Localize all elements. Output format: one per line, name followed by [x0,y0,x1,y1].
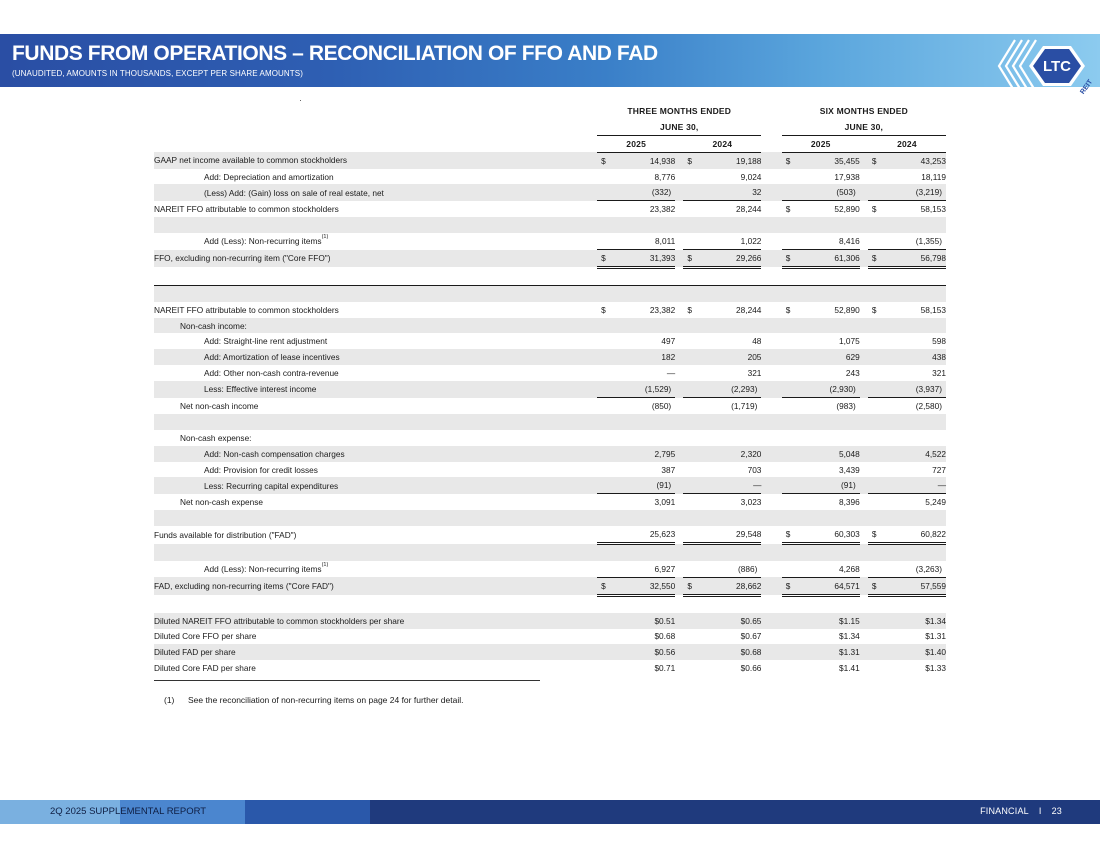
currency-sign: $ [871,155,877,166]
spacer-row [154,595,946,612]
cell-value: 29,266 [736,252,762,263]
cell-value: (850) [651,400,672,411]
cell-value: 1,075 [839,336,860,347]
cell-value: (3,937) [868,381,946,397]
cell-value: 60,303 [834,529,860,540]
cell-value: $1.15 [782,613,860,629]
currency-sign: $ [601,304,606,315]
row-label: Net non-cash expense [180,497,264,508]
table-row [154,494,946,510]
row-label: Diluted Core FFO per share [154,631,257,642]
cell-value: 43,253 [920,155,946,166]
cell-value: 4,268 [782,561,860,577]
spacer-row [154,544,946,561]
row-label: GAAP net income available to common stockholders [154,152,589,168]
cell-value: $0.71 [654,663,676,674]
footnote-text: See the reconciliation of non-recurring items on page 24 for further detail. [188,695,464,705]
table-row [154,381,946,397]
row-label: Net non-cash income [180,400,259,411]
table-row [154,365,946,381]
cell-value: 31,393 [649,252,676,263]
cell-value: 48 [752,336,762,347]
cell-value: 1,022 [683,233,761,249]
currency-sign: $ [871,252,877,263]
cell-value: $1.33 [925,663,946,674]
cell-value: 52,890 [834,204,860,215]
cell-value: 18,119 [921,171,946,182]
page-title: FUNDS FROM OPERATIONS – RECONCILIATION OF FFO AND FAD [12,42,658,65]
cell-value: 56,798 [920,252,946,263]
table-row [154,629,946,645]
cell-value: 8,011 [597,233,675,249]
cell-value: 243 [845,368,860,379]
cell-value: 205 [683,349,761,365]
logo-subtext: REIT [1079,78,1095,96]
table-row [154,169,946,185]
currency-sign: $ [687,155,692,166]
year-header: 2024 [868,135,946,152]
row-label: Add (Less): Non-recurring items [204,564,322,575]
year-header: 2025 [782,135,860,152]
table-row [154,477,946,493]
cell-value: 8,416 [782,233,860,249]
cell-value: 629 [782,349,860,365]
currency-sign: $ [601,252,606,263]
cell-value: 23,382 [649,204,676,215]
cell-value: 58,153 [920,204,946,215]
row-label: (Less) Add: (Gain) loss on sale of real estate, net [154,184,589,200]
page-number: 23 [1051,806,1062,816]
table-row [154,233,946,249]
footer-page-info [980,806,1062,816]
row-label: Less: Effective interest income [154,381,589,397]
table-row [154,561,946,577]
table-row [154,526,946,543]
cell-value: $1.31 [925,631,946,642]
currency-sign: $ [687,580,692,591]
cell-value: 8,396 [839,497,860,508]
cell-value: 727 [932,464,946,475]
footnote [164,695,463,705]
cell-value: 32,550 [649,580,676,591]
table-row [154,333,946,349]
cell-value: (3,263) [868,561,946,577]
cell-value: $0.66 [740,663,762,674]
currency-sign: $ [601,155,606,166]
row-label: NAREIT FFO attributable to common stockholders [154,204,339,215]
header-row-period [154,103,946,119]
cell-value: 387 [661,464,676,475]
table-row [154,644,946,660]
footnote-ref: (1) [321,234,329,241]
cell-value: 497 [661,336,676,347]
cell-value: 321 [932,368,946,379]
table-row [154,660,946,676]
ltc-reit-logo [995,36,1095,96]
cell-value: $0.67 [740,631,762,642]
cell-value: 52,890 [834,304,860,315]
row-label: Add: Depreciation and amortization [204,171,334,182]
table-row [154,430,946,446]
table-row [154,152,946,168]
cell-value: (2,930) [782,381,860,397]
cell-value: (886) [683,561,761,577]
table-row [154,398,946,414]
cell-value: (983) [836,400,856,411]
year-header: 2025 [597,135,675,152]
row-label: Add: Other non-cash contra-revenue [204,368,339,379]
cell-value: — [683,477,761,493]
cell-value: 61,306 [834,252,860,263]
cell-value: (2,293) [683,381,761,397]
cell-value: $0.68 [683,644,761,660]
cell-value: $0.56 [597,644,675,660]
cell-value: (2,580) [915,400,942,411]
cell-value: 5,048 [782,446,860,462]
row-label: Add: Straight-line rent adjustment [204,336,328,347]
currency-sign: $ [687,252,692,263]
cell-value: 28,662 [736,580,762,591]
currency-sign: $ [785,304,791,315]
cell-value: 703 [747,464,762,475]
group-header-six-months: SIX MONTHS ENDED [819,105,908,116]
cell-value: 28,244 [736,204,762,215]
cell-value: $1.34 [868,613,946,629]
table-row [154,462,946,478]
cell-value: (91) [597,477,675,493]
cell-value: — [868,477,946,493]
group-subheader-three-months: JUNE 30, [597,119,761,135]
cell-value: 28,244 [736,304,762,315]
group-header-three-months: THREE MONTHS ENDED [627,105,732,116]
logo-text: LTC [1042,58,1072,75]
table-row [154,318,946,334]
cell-value: 32 [683,184,761,200]
cell-value: (1,529) [597,381,675,397]
cell-value: 2,795 [597,446,675,462]
cell-value: 3,091 [654,497,676,508]
cell-value: 57,559 [920,580,946,591]
cell-value: 182 [597,349,675,365]
spacer-row [154,217,946,233]
row-label: Add: Amortization of lease incentives [154,349,589,365]
currency-sign: $ [871,580,877,591]
cell-value: 8,776 [654,171,676,182]
row-label: Less: Recurring capital expenditures [154,477,589,493]
cell-value: $1.40 [868,644,946,660]
row-label: Funds available for distribution ("FAD") [154,529,297,540]
cell-value: 5,249 [925,497,946,508]
table-row [154,302,946,318]
header-row-years [154,135,946,152]
currency-sign: $ [785,252,791,263]
cell-value: (3,219) [868,184,946,200]
cell-value: 29,548 [683,526,761,543]
stray-dot [300,100,301,101]
year-header: 2024 [683,135,761,152]
currency-sign: $ [785,529,791,540]
row-label: Diluted NAREIT FFO attributable to common stockholders per share [154,613,589,629]
currency-sign: $ [785,155,791,166]
footnote-mark: (1) [164,695,175,705]
row-label: Non-cash expense: [180,432,252,443]
footer-separator: I [1038,806,1042,816]
title-bar [0,34,1100,96]
cell-value: 35,455 [834,155,860,166]
footnote-ref: (1) [321,562,329,569]
cell-value: 17,938 [834,171,860,182]
table-row [154,446,946,462]
row-label: FFO, excluding non-recurring item ("Core FFO") [154,250,589,268]
table-row [154,613,946,629]
table-row [154,349,946,365]
cell-value: (91) [782,477,860,493]
cell-value: 25,623 [597,526,675,543]
footer-bar [0,800,1100,824]
row-label: Diluted Core FAD per share [154,663,256,674]
cell-value: 438 [868,349,946,365]
cell-value: (1,355) [868,233,946,249]
table-row [154,577,946,595]
spacer-row [154,285,946,301]
page-subtitle: (UNAUDITED, AMOUNTS IN THOUSANDS, EXCEPT PER SHARE AMOUNTS) [12,69,303,78]
cell-value: — [666,368,676,379]
report-name: 2Q 2025 SUPPLEMENTAL REPORT [50,806,207,817]
currency-sign: $ [871,529,877,540]
cell-value: 4,522 [868,446,946,462]
cell-value: (332) [597,184,675,200]
spacer-row [154,414,946,430]
cell-value: 321 [747,368,762,379]
cell-value: (503) [782,184,860,200]
cell-value: $0.51 [597,613,675,629]
row-label: Add: Provision for credit losses [204,464,318,475]
row-label: Add: Non-cash compensation charges [154,446,589,462]
table-row [154,201,946,217]
header-row-date [154,119,946,135]
row-label: Add (Less): Non-recurring items [204,236,322,247]
cell-value: 3,439 [839,464,860,475]
cell-value: $1.41 [839,663,860,674]
cell-value: 9,024 [740,171,762,182]
currency-sign: $ [871,304,877,315]
cell-value: $1.31 [782,644,860,660]
cell-value: $1.34 [839,631,860,642]
footnote-divider [154,680,540,681]
currency-sign: $ [785,580,791,591]
row-label: FAD, excluding non-recurring items ("Core FAD") [154,577,589,595]
currency-sign: $ [871,204,877,215]
cell-value: $0.65 [683,613,761,629]
cell-value: 3,023 [740,497,762,508]
cell-value: 64,571 [834,580,860,591]
currency-sign: $ [687,304,692,315]
group-subheader-six-months: JUNE 30, [782,119,946,135]
table-row [154,184,946,200]
cell-value: 23,382 [649,304,676,315]
cell-value: 19,188 [736,155,762,166]
table-row [154,250,946,268]
cell-value: 14,938 [649,155,676,166]
row-label: NAREIT FFO attributable to common stockholders [154,304,339,315]
cell-value: 60,822 [920,529,946,540]
currency-sign: $ [601,580,606,591]
cell-value: 598 [932,336,946,347]
currency-sign: $ [785,204,791,215]
section-divider-row [154,267,946,285]
cell-value: 2,320 [683,446,761,462]
row-label: Diluted FAD per share [154,644,589,660]
cell-value: $0.68 [654,631,676,642]
ffo-fad-reconciliation-table [154,103,946,676]
cell-value: 58,153 [920,304,946,315]
spacer-row [154,510,946,526]
cell-value: 6,927 [597,561,675,577]
row-label: Non-cash income: [154,318,589,334]
cell-value: (1,719) [731,400,758,411]
section-name: FINANCIAL [980,806,1029,816]
